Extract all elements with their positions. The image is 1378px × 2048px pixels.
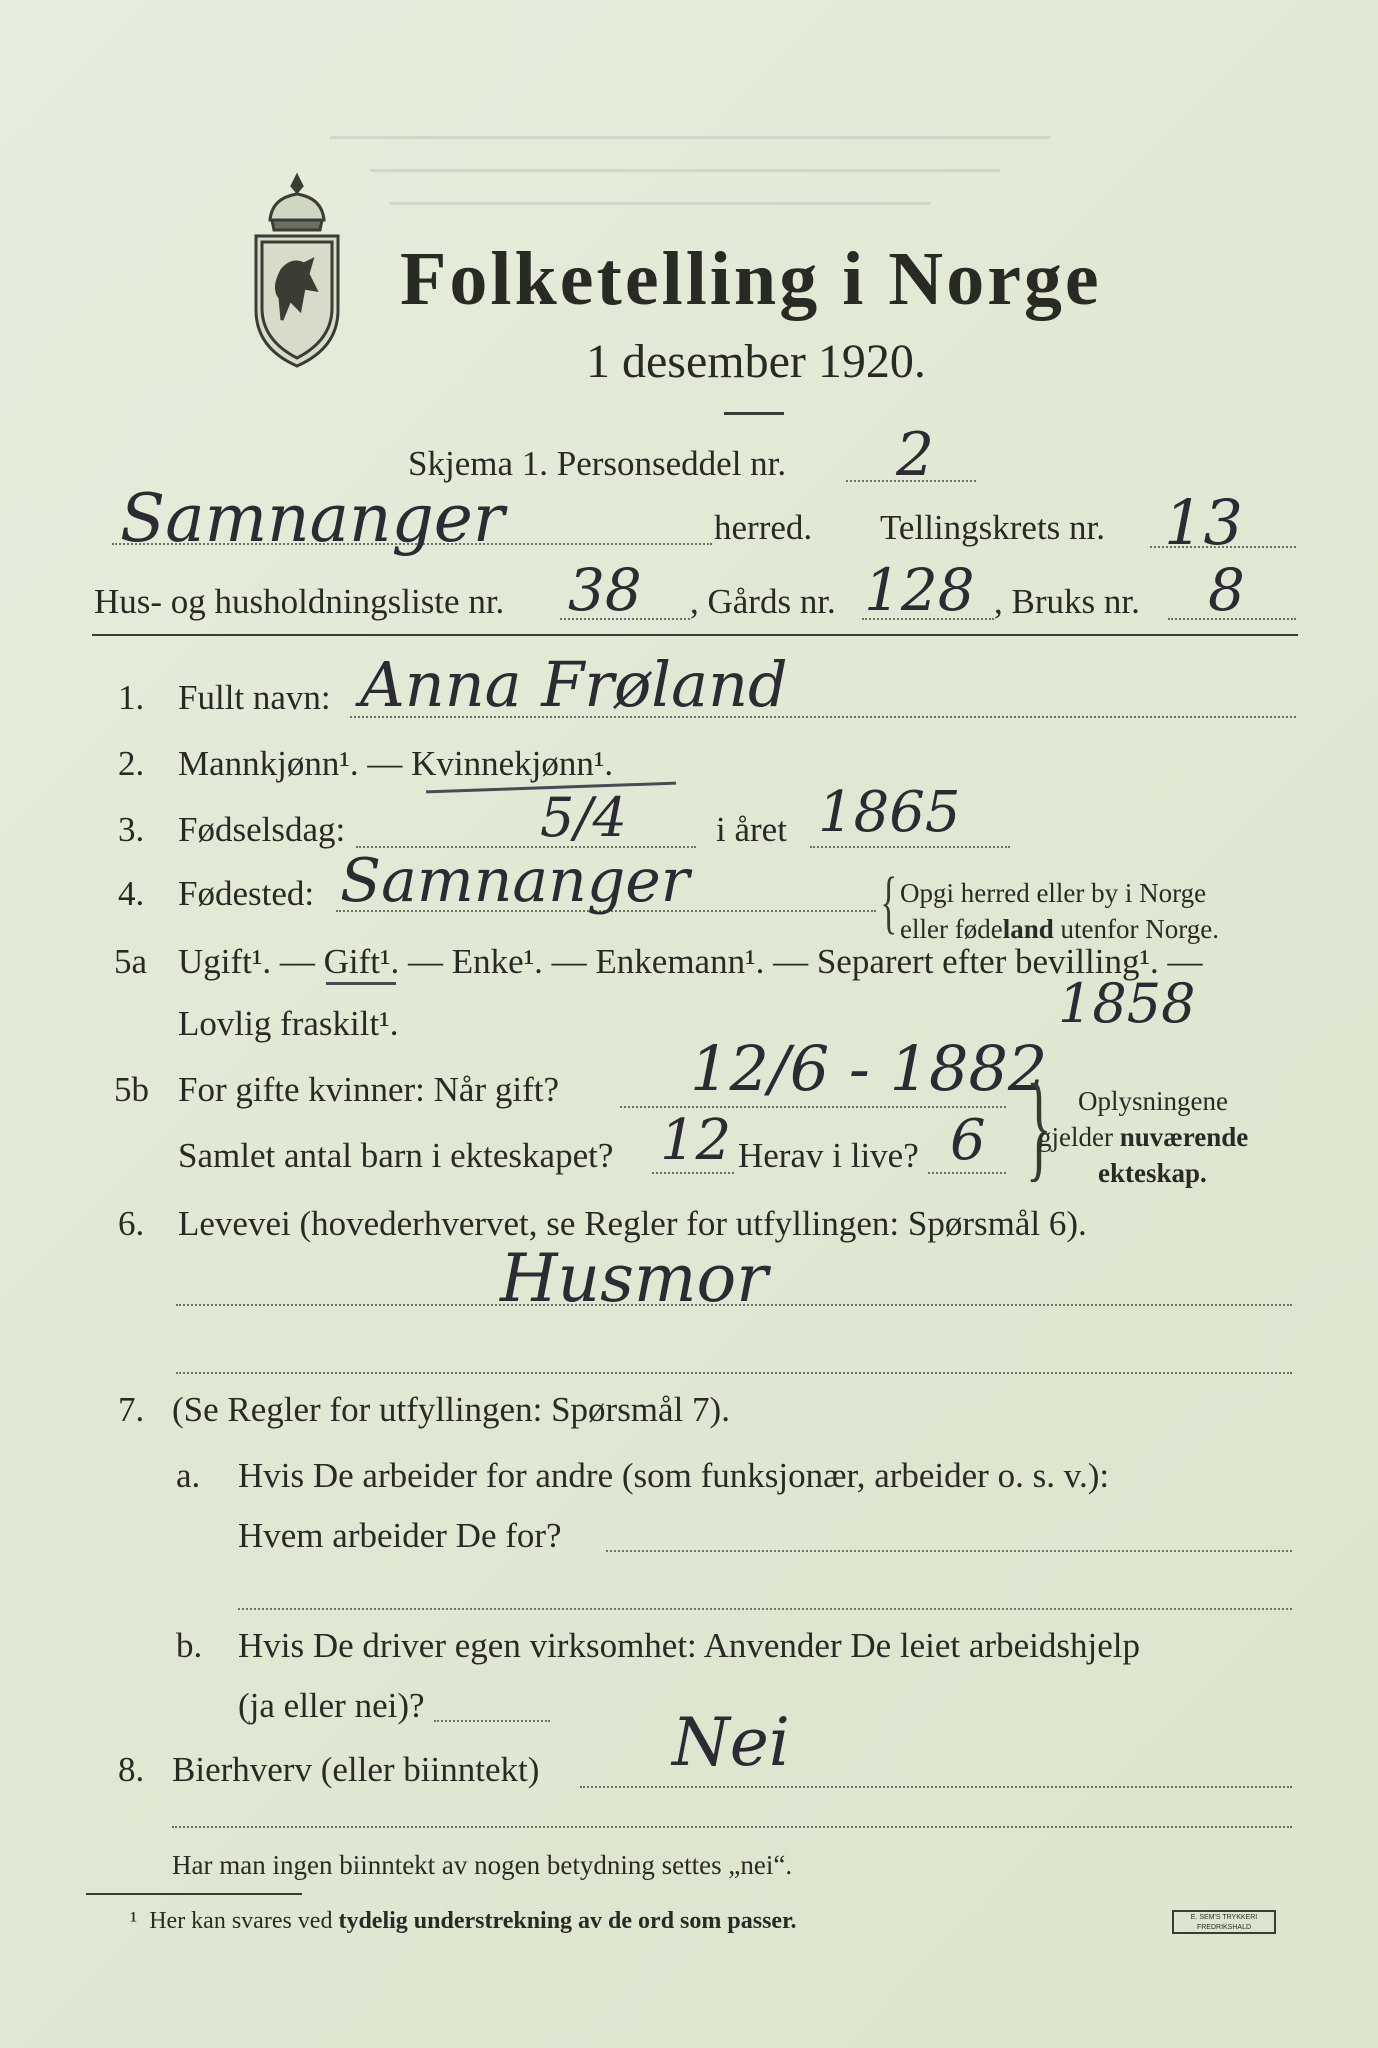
q5a-number: 5a (114, 942, 148, 981)
q4-number: 4. (118, 874, 145, 913)
q2-number: 2. (118, 744, 145, 783)
children-alive-value: 6 (950, 1108, 986, 1173)
birth-year-label: i året (716, 810, 787, 849)
ekteskap-note-3: ekteskap. (1098, 1158, 1207, 1188)
q8-number: 8. (118, 1750, 145, 1789)
hired-help-field[interactable] (434, 1720, 550, 1722)
q7-label: (Se Regler for utfyllingen: Spørsmål 7). (172, 1390, 730, 1429)
q7a-label-2: Hvem arbeider De for? (238, 1516, 562, 1555)
occupation-field-2[interactable] (176, 1372, 1292, 1374)
q6-label: Levevei (hovederhvervet, se Regler for utfyllingen: Spørsmål 6). (178, 1204, 1087, 1243)
q5b-number: 5b (114, 1070, 149, 1109)
q5a-label: Ugift¹. — Gift¹. — Enke¹. — Enkemann¹. — Separert efter bevilling¹. — (178, 942, 1203, 981)
occupation-value: Husmor (500, 1240, 768, 1317)
birthplace-value: Samnanger (340, 846, 690, 916)
birthplace-note-1: Opgi herred eller by i Norge (900, 878, 1207, 908)
title-divider (724, 412, 784, 415)
census-date: 1 desember 1920. (586, 335, 926, 388)
q5a-label-2: Lovlig fraskilt¹. (178, 1004, 399, 1043)
hus-value: 38 (568, 556, 642, 624)
footnote-text: Her kan svares ved (149, 1908, 339, 1934)
birth-year-value: 1865 (818, 780, 961, 845)
q5b-label-2: Samlet antal barn i ekteskapet? (178, 1136, 614, 1175)
ekteskap-note-2-pre: gjelder (1038, 1122, 1120, 1152)
herred-value: Samnanger (120, 480, 505, 557)
side-income-field-2[interactable] (172, 1826, 1292, 1828)
herred-label: herred. (714, 508, 813, 547)
tellingskrets-value: 13 (1164, 486, 1243, 559)
birthplace-note-2-post: utenfor Norge. (1053, 914, 1219, 944)
q5b-label: For gifte kvinner: Når gift? (178, 1070, 560, 1109)
ekteskap-note-2-bold: nuværende (1119, 1122, 1249, 1152)
children-total-value: 12 (660, 1108, 732, 1173)
q1-number: 1. (118, 678, 145, 717)
bruks-label: , Bruks nr. (994, 582, 1140, 621)
birthplace-note-2-bold: land (1002, 914, 1054, 944)
married-date-value: 12/6 - 1882 (690, 1032, 1048, 1105)
birthplace-note-2 (900, 914, 1219, 945)
q3-number: 3. (118, 810, 145, 849)
q7b-label-2: (ja eller nei)? (238, 1686, 425, 1725)
q7a-label: Hvis De arbeider for andre (som funksjonær, arbeider o. s. v.): (238, 1456, 1110, 1495)
q4-label: Fødested: (178, 874, 315, 913)
footnote-mark: ¹ (130, 1908, 138, 1934)
hus-label: Hus- og husholdningsliste nr. (94, 582, 505, 621)
skjema-label: Skjema 1. Personseddel nr. (408, 444, 787, 483)
children-alive-label: Herav i live? (738, 1136, 919, 1175)
full-name-value: Anna Frøland (360, 648, 788, 721)
side-income-value: Nei (672, 1704, 790, 1781)
coat-of-arms-icon (242, 170, 352, 370)
birthday-value: 5/4 (540, 786, 627, 849)
q3-label: Fødselsdag: (178, 810, 346, 849)
q7a-number: a. (176, 1456, 201, 1495)
footnote-bold-text: tydelig understrekning av de ord som passer. (338, 1908, 797, 1934)
gards-value: 128 (864, 556, 975, 624)
q8-label: Bierhverv (eller biinntekt) (172, 1750, 540, 1789)
ekteskap-brace: } (1025, 1059, 1052, 1192)
side-income-field[interactable] (580, 1786, 1292, 1788)
ekteskap-note-1: Oplysningene (1078, 1086, 1228, 1116)
q7b-number: b. (176, 1626, 203, 1665)
q7b-label: Hvis De driver egen virksomhet: Anvender De leiet arbeidshjelp (238, 1626, 1140, 1665)
tellingskrets-label: Tellingskrets nr. (880, 508, 1106, 547)
q2-label: Mannkjønn¹. — Kvinnekjønn¹. (178, 744, 614, 783)
employer-field-2[interactable] (238, 1608, 1292, 1610)
q5a-annotation: 1858 (1058, 972, 1196, 1035)
bruks-value: 8 (1208, 556, 1245, 624)
section-divider (92, 634, 1298, 636)
occupation-field-1[interactable] (176, 1304, 1292, 1306)
birthplace-brace: { (880, 864, 898, 941)
ekteskap-note-2 (1038, 1122, 1248, 1153)
personseddel-value: 2 (896, 420, 935, 490)
footnote-divider (86, 1893, 302, 1895)
employer-field-1[interactable] (606, 1550, 1292, 1552)
footer-note: Har man ingen biinntekt av nogen betydning settes „nei“. (172, 1850, 793, 1880)
bleed-through (330, 128, 1230, 238)
q7-number: 7. (118, 1390, 145, 1429)
q1-label: Fullt navn: (178, 678, 331, 717)
gards-label: , Gårds nr. (690, 582, 836, 621)
printer-stamp (1172, 1910, 1276, 1934)
gift-underline (326, 982, 396, 985)
q6-number: 6. (118, 1204, 145, 1243)
birthplace-note-2-pre: eller føde (900, 914, 1003, 944)
printer-stamp-text: E. SEM'S TRYKKERI FREDRIKSHALD (1190, 1914, 1258, 1931)
form-title: Folketelling i Norge (400, 237, 1102, 321)
birth-year-field[interactable] (810, 846, 1010, 848)
footnote (130, 1908, 797, 1935)
